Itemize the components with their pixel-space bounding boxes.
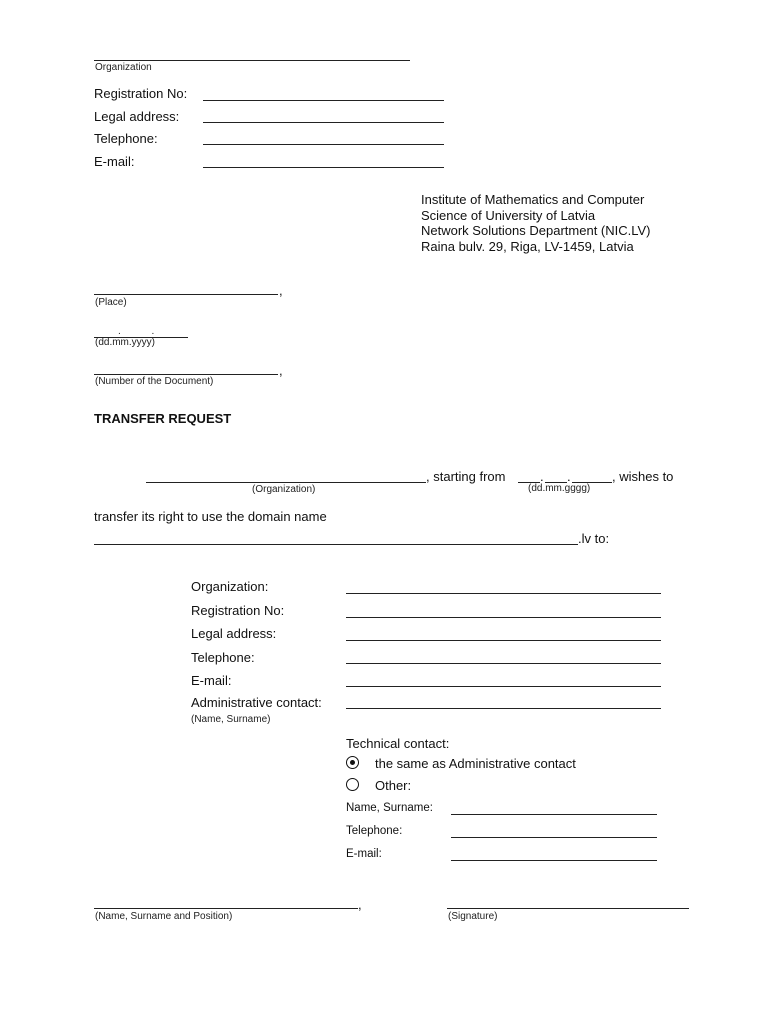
option-same-as-admin-label: the same as Administrative contact (375, 756, 576, 771)
signatory-comma: , (358, 897, 362, 912)
legal-address-label: Legal address: (94, 109, 180, 124)
new-email-line[interactable] (346, 686, 661, 687)
lv-to-text: .lv to: (578, 531, 610, 546)
organization-caption: Organization (95, 62, 152, 73)
wishes-to-text: , wishes to (612, 469, 674, 484)
email-label: E-mail: (94, 154, 135, 169)
administrative-contact-line[interactable] (346, 708, 661, 709)
tech-email-label: E-mail: (346, 848, 382, 860)
tech-telephone-label: Telephone: (346, 825, 403, 837)
domain-name-line[interactable] (94, 544, 578, 545)
organization-caption-body: (Organization) (252, 484, 316, 495)
new-telephone-label: Telephone: (191, 650, 255, 665)
date-separators: . . (118, 326, 169, 337)
new-organization-label: Organization: (191, 579, 269, 594)
recipient-address (421, 192, 651, 254)
place-caption: (Place) (95, 297, 127, 308)
recipient-line: Network Solutions Department (NIC.LV) (421, 223, 651, 238)
document-number-comma: , (279, 363, 283, 378)
telephone-line[interactable] (203, 144, 444, 145)
tech-name-line[interactable] (451, 814, 657, 815)
date-caption-body: (dd.mm.gggg) (528, 483, 591, 494)
tech-email-line[interactable] (451, 860, 657, 861)
recipient-line: Science of University of Latvia (421, 207, 596, 223)
document-number-caption: (Number of the Document) (95, 376, 214, 387)
tech-telephone-line[interactable] (451, 837, 657, 838)
new-registration-no-label: Registration No: (191, 603, 285, 618)
radio-other[interactable] (346, 778, 359, 791)
date-dot-2: . (567, 469, 571, 484)
administrative-contact-caption: (Name, Surname) (191, 714, 271, 725)
signature-line[interactable] (447, 908, 689, 909)
telephone-label: Telephone: (94, 131, 158, 146)
recipient-line: Institute of Mathematics and Computer (421, 192, 645, 207)
signatory-name-line[interactable] (94, 908, 358, 909)
new-legal-address-line[interactable] (346, 640, 661, 641)
signature-caption: (Signature) (448, 911, 498, 922)
place-comma: , (279, 283, 283, 298)
transferor-organization-line[interactable] (146, 482, 426, 483)
new-legal-address-label: Legal address: (191, 626, 277, 641)
new-email-label: E-mail: (191, 673, 232, 688)
tech-name-label: Name, Surname: (346, 802, 433, 814)
radio-selected-dot (350, 760, 355, 765)
legal-address-line[interactable] (203, 122, 444, 123)
option-other-label: Other: (375, 778, 412, 793)
registration-no-label: Registration No: (94, 86, 188, 101)
document-number-line[interactable] (94, 374, 278, 375)
signatory-name-caption: (Name, Surname and Position) (95, 911, 233, 922)
date-caption: (dd.mm.yyyy) (95, 337, 155, 348)
administrative-contact-label: Administrative contact: (191, 695, 322, 710)
new-registration-no-line[interactable] (346, 617, 661, 618)
place-line[interactable] (94, 294, 278, 295)
recipient-line: Raina bulv. 29, Riga, LV-1459, Latvia (421, 238, 634, 254)
radio-same-as-admin[interactable] (346, 756, 359, 769)
document-title: TRANSFER REQUEST (94, 411, 232, 426)
date-dot-1: . (540, 469, 544, 484)
email-line[interactable] (203, 167, 444, 168)
new-organization-line[interactable] (346, 593, 661, 594)
starting-from-text: , starting from (426, 469, 506, 484)
new-telephone-line[interactable] (346, 663, 661, 664)
registration-no-line[interactable] (203, 100, 444, 101)
transfer-text: transfer its right to use the domain name (94, 509, 327, 524)
organization-line[interactable] (94, 60, 410, 61)
technical-contact-label: Technical contact: (346, 736, 450, 751)
